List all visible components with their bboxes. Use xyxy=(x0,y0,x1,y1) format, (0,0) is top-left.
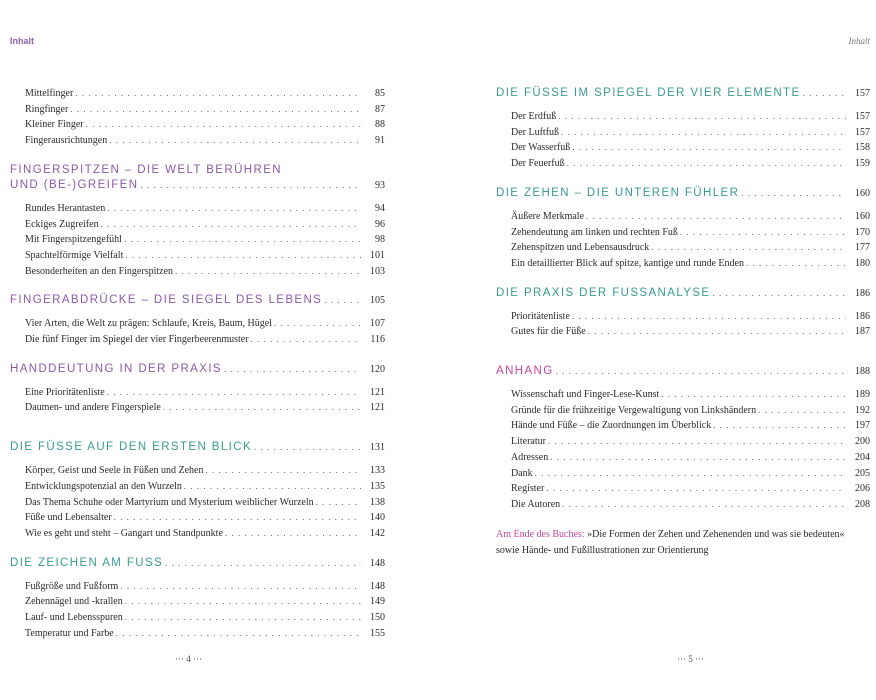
toc-entry-title: Ringfinger xyxy=(25,103,69,115)
toc-entry-title: Füße und Lebensalter xyxy=(25,512,112,524)
toc-entry-page: 170 xyxy=(855,226,870,238)
toc-entry-page: 148 xyxy=(370,580,385,592)
toc-entry-title: Mit Fingerspitzengefühl xyxy=(25,234,122,246)
leader-dots xyxy=(86,117,361,133)
toc-entry-page: 149 xyxy=(370,596,385,608)
section-page: 120 xyxy=(370,363,385,375)
toc-section-fingerspitzen xyxy=(10,163,385,280)
toc-entry[interactable] xyxy=(25,594,385,610)
toc-entry-title: Ein detaillierter Blick auf spitze, kantige und runde Enden xyxy=(511,257,744,269)
toc-entry[interactable] xyxy=(511,466,870,482)
leader-dots xyxy=(251,332,361,348)
leader-dots xyxy=(546,481,846,497)
toc-entry[interactable] xyxy=(25,400,385,416)
toc-entry-title: Das Thema Schuhe oder Martyrium und Mysterium weiblicher Wurzeln xyxy=(25,496,314,508)
page-number-left: ··· 4 ··· xyxy=(175,654,202,664)
leader-dots xyxy=(713,418,846,434)
toc-entry[interactable] xyxy=(25,510,385,526)
leader-dots xyxy=(125,248,361,264)
toc-entry-title: Daumen- und andere Fingerspiele xyxy=(25,402,161,414)
section-heading[interactable] xyxy=(10,293,385,308)
toc-entry[interactable] xyxy=(25,495,385,511)
leader-dots xyxy=(324,293,361,308)
section-heading-line2: UND (BE-)GREIFEN xyxy=(10,178,139,191)
leader-dots xyxy=(114,510,361,526)
section-title: DIE ZEICHEN AM FUSS xyxy=(10,556,164,569)
leader-dots xyxy=(586,209,846,225)
toc-entry[interactable] xyxy=(511,209,870,225)
leader-dots xyxy=(75,86,361,102)
leader-dots xyxy=(316,495,361,511)
note-text: »Die Formen der Zehen und Zehenenden und was sie bedeuten« sowie Hände- und Fußillustrationen zur Orientierung xyxy=(496,528,845,556)
leader-dots xyxy=(746,256,846,272)
toc-entry-page: 189 xyxy=(855,389,870,401)
toc-entry-page: 200 xyxy=(855,436,870,448)
leader-dots xyxy=(572,140,846,156)
toc-section-handdeutung xyxy=(10,362,385,416)
leader-dots xyxy=(224,362,361,377)
toc-entry-page: 155 xyxy=(370,627,385,639)
leader-dots xyxy=(558,109,846,125)
toc-entry-title: Gründe für die frühzeitige Vergewaltigung von Linkshändern xyxy=(511,404,757,416)
leader-dots xyxy=(163,400,361,416)
section-title: DIE FÜSSE AUF DEN ERSTEN BLICK xyxy=(10,441,253,454)
toc-entry-page: 204 xyxy=(855,451,870,463)
toc-entry[interactable] xyxy=(25,385,385,401)
leader-dots xyxy=(548,434,846,450)
toc-entry[interactable] xyxy=(25,316,385,332)
toc-entry-page: 205 xyxy=(855,467,870,479)
section-heading[interactable] xyxy=(496,186,870,201)
toc-section-zeichen-am-fuss xyxy=(10,556,385,642)
toc-entry-title: Die Autoren xyxy=(511,498,561,510)
section-heading[interactable] xyxy=(496,364,870,379)
toc-left-column xyxy=(10,86,385,655)
leader-dots xyxy=(680,225,846,241)
section-heading[interactable] xyxy=(10,362,385,377)
toc-entry-page: 103 xyxy=(370,265,385,277)
toc-entry[interactable] xyxy=(511,156,870,172)
toc-entry-page: 206 xyxy=(855,483,870,495)
toc-entry-title: Wie es geht und steht – Gangart und Standpunkte xyxy=(25,527,223,539)
toc-section-anhang xyxy=(496,364,870,513)
toc-entry-title: Hände und Füße – die Zuordnungen im Überblick xyxy=(511,420,712,432)
section-title: DIE ZEHEN – DIE UNTEREN FÜHLER xyxy=(496,186,740,199)
toc-entry-title: Eckiges Zugreifen xyxy=(25,218,99,230)
toc-entry-page: 150 xyxy=(370,612,385,624)
toc-section-fussanalyse xyxy=(496,286,870,340)
toc-entry-page: 197 xyxy=(855,420,870,432)
toc-entry-page: 160 xyxy=(855,210,870,222)
toc-entry[interactable] xyxy=(511,387,870,403)
toc-entry-page: 138 xyxy=(370,496,385,508)
toc-entry-page: 180 xyxy=(855,257,870,269)
leader-dots xyxy=(184,479,361,495)
running-head-right: Inhalt xyxy=(848,36,870,46)
section-page: 148 xyxy=(370,557,385,569)
toc-entry-page: 85 xyxy=(375,88,385,99)
leader-dots xyxy=(572,309,846,325)
toc-entry[interactable] xyxy=(25,86,385,102)
leader-dots xyxy=(140,178,361,193)
toc-entry[interactable] xyxy=(511,324,870,340)
toc-entry-page: 186 xyxy=(855,310,870,322)
toc-section-fuesse-erster-blick xyxy=(10,440,385,542)
end-of-book-note xyxy=(496,527,856,559)
section-title: FINGERABDRÜCKE – DIE SIEGEL DES LEBENS xyxy=(10,294,323,307)
section-page: 93 xyxy=(375,179,385,191)
page-number-right: ··· 5 ··· xyxy=(677,654,704,664)
toc-entry[interactable] xyxy=(511,403,870,419)
toc-entry[interactable] xyxy=(25,463,385,479)
leader-dots xyxy=(803,86,846,101)
section-title: ANHANG xyxy=(496,365,554,378)
section-page: 157 xyxy=(855,88,870,99)
toc-entry-title: Körper, Geist und Seele in Füßen und Zehen xyxy=(25,465,204,477)
toc-entry[interactable] xyxy=(511,140,870,156)
toc-entry-page: 177 xyxy=(855,242,870,254)
toc-entry-title: Vier Arten, die Welt zu prägen: Schlaufe, Kreis, Baum, Hügel xyxy=(25,318,272,330)
section-page: 186 xyxy=(855,287,870,299)
toc-entry-title: Adressen xyxy=(511,451,549,463)
leader-dots xyxy=(107,385,361,401)
toc-entry-page: 88 xyxy=(375,119,385,131)
leader-dots xyxy=(661,387,846,403)
toc-entry[interactable] xyxy=(511,125,870,141)
toc-entry-page: 157 xyxy=(855,126,870,138)
toc-entry-title: Spachtelförmige Vielfalt xyxy=(25,249,124,261)
toc-entry-title: Äußere Merkmale xyxy=(511,210,585,222)
leader-dots xyxy=(758,403,846,419)
leader-dots xyxy=(205,463,361,479)
toc-entry[interactable] xyxy=(511,418,870,434)
section-page: 105 xyxy=(370,295,385,307)
toc-entry-title: Lauf- und Lebensspuren xyxy=(25,612,123,624)
toc-entry-title: Der Wasserfuß xyxy=(511,142,571,154)
toc-entry[interactable] xyxy=(25,526,385,542)
section-title: DIE PRAXIS DER FUSSANALYSE xyxy=(496,286,711,299)
toc-entry-page: 140 xyxy=(370,512,385,524)
toc-entry[interactable] xyxy=(511,256,870,272)
toc-section-continued xyxy=(10,86,385,149)
toc-entry[interactable] xyxy=(25,102,385,118)
toc-entry[interactable] xyxy=(25,201,385,217)
section-title: HANDDEUTUNG IN DER PRAXIS xyxy=(10,362,222,375)
leader-dots xyxy=(562,497,846,513)
section-page: 160 xyxy=(855,187,870,199)
toc-entry-title: Besonderheiten an den Fingerspitzen xyxy=(25,265,174,277)
toc-entry-title: Register xyxy=(511,483,545,495)
leader-dots xyxy=(567,156,846,172)
toc-entry-title: Eine Prioritätenliste xyxy=(25,386,105,398)
note-label: Am Ende des Buches: xyxy=(496,528,585,540)
leader-dots xyxy=(70,102,361,118)
leader-dots xyxy=(109,133,361,149)
leader-dots xyxy=(124,232,361,248)
section-page: 188 xyxy=(855,366,870,378)
leader-dots xyxy=(165,556,361,571)
leader-dots xyxy=(741,186,846,201)
leader-dots xyxy=(125,594,361,610)
toc-entry-title: Mittelfinger xyxy=(25,88,74,99)
toc-entry-page: 192 xyxy=(855,404,870,416)
toc-entry[interactable] xyxy=(25,264,385,280)
toc-entry-title: Literatur xyxy=(511,436,546,448)
toc-entry-page: 133 xyxy=(370,465,385,477)
section-title: DIE FÜSSE IM SPIEGEL DER VIER ELEMENTE xyxy=(496,87,801,99)
toc-entry[interactable] xyxy=(25,579,385,595)
toc-entry-page: 101 xyxy=(370,249,385,261)
toc-entry-title: Entwicklungspotenzial an den Wurzeln xyxy=(25,480,182,492)
toc-entry-title: Gutes für die Füße xyxy=(511,326,586,338)
toc-entry[interactable] xyxy=(25,232,385,248)
toc-entry[interactable] xyxy=(25,217,385,233)
toc-entry[interactable] xyxy=(25,117,385,133)
toc-entry-title: Kleiner Finger xyxy=(25,119,84,131)
leader-dots xyxy=(120,579,361,595)
toc-entry-page: 94 xyxy=(375,202,385,214)
toc-entry-page: 187 xyxy=(855,326,870,338)
section-heading[interactable] xyxy=(496,286,870,301)
toc-entry-title: Wissenschaft und Finger-Lese-Kunst xyxy=(511,389,660,401)
leader-dots xyxy=(125,610,361,626)
leader-dots xyxy=(713,286,847,301)
toc-entry-title: Prioritätenliste xyxy=(511,310,570,322)
toc-entry-title: Der Erdfuß xyxy=(511,111,557,122)
leader-dots xyxy=(561,125,846,141)
toc-entry-title: Zehennägel und -krallen xyxy=(25,596,123,608)
toc-entry-page: 159 xyxy=(855,158,870,170)
section-page: 131 xyxy=(370,442,385,454)
toc-entry[interactable] xyxy=(25,610,385,626)
leader-dots xyxy=(225,526,361,542)
toc-entry[interactable] xyxy=(511,225,870,241)
toc-entry[interactable] xyxy=(25,133,385,149)
toc-right-column xyxy=(496,86,870,559)
toc-entry-page: 208 xyxy=(855,498,870,510)
toc-entry-page: 107 xyxy=(370,318,385,330)
toc-section-zehen xyxy=(496,186,870,272)
toc-entry[interactable] xyxy=(511,240,870,256)
toc-entry-title: Zehenspitzen und Lebensausdruck xyxy=(511,242,650,254)
toc-section-fingerabdruecke xyxy=(10,293,385,347)
toc-entry-page: 98 xyxy=(375,234,385,246)
toc-entry[interactable] xyxy=(511,450,870,466)
toc-entry-title: Rundes Herantasten xyxy=(25,202,106,214)
toc-entry-page: 121 xyxy=(370,386,385,398)
leader-dots xyxy=(116,626,361,642)
toc-entry-title: Zehendeutung am linken und rechten Fuß xyxy=(511,226,678,238)
section-heading[interactable] xyxy=(496,86,870,101)
leader-dots xyxy=(588,324,846,340)
leader-dots xyxy=(535,466,846,482)
leader-dots xyxy=(254,440,361,455)
toc-entry[interactable] xyxy=(25,332,385,348)
toc-entry-page: 135 xyxy=(370,480,385,492)
toc-entry[interactable] xyxy=(511,434,870,450)
running-head-left: Inhalt xyxy=(10,36,34,46)
toc-entry-page: 87 xyxy=(375,103,385,115)
toc-entry[interactable] xyxy=(25,479,385,495)
section-heading[interactable] xyxy=(10,556,385,571)
section-heading[interactable] xyxy=(10,440,385,455)
toc-entry-page: 157 xyxy=(855,111,870,122)
leader-dots xyxy=(651,240,846,256)
leader-dots xyxy=(101,217,361,233)
leader-dots xyxy=(556,364,846,379)
toc-entry[interactable] xyxy=(511,309,870,325)
toc-entry-title: Fingerausrichtungen xyxy=(25,135,108,147)
toc-entry[interactable] xyxy=(511,497,870,513)
toc-entry-page: 142 xyxy=(370,527,385,539)
toc-entry-title: Der Feuerfuß xyxy=(511,158,565,170)
toc-entry-page: 158 xyxy=(855,142,870,154)
section-heading-line1: FINGERSPITZEN – DIE WELT BERÜHREN xyxy=(10,163,282,176)
toc-entry[interactable] xyxy=(25,248,385,264)
leader-dots xyxy=(274,316,361,332)
toc-entry-title: Der Luftfuß xyxy=(511,126,560,138)
toc-entry[interactable] xyxy=(511,109,870,125)
toc-entry-page: 121 xyxy=(370,402,385,414)
toc-entry-page: 96 xyxy=(375,218,385,230)
toc-entry-page: 91 xyxy=(375,135,385,147)
toc-entry[interactable] xyxy=(511,481,870,497)
section-heading[interactable] xyxy=(10,163,385,193)
toc-section-vier-elemente xyxy=(496,86,870,172)
toc-entry-title: Die fünf Finger im Spiegel der vier Fingerbeerenmuster xyxy=(25,334,249,346)
leader-dots xyxy=(107,201,361,217)
toc-entry-page: 116 xyxy=(370,334,385,346)
leader-dots xyxy=(175,264,361,280)
toc-entry[interactable] xyxy=(25,626,385,642)
leader-dots xyxy=(550,450,846,466)
toc-entry-title: Fußgröße und Fußform xyxy=(25,580,119,592)
toc-entry-title: Temperatur und Farbe xyxy=(25,627,114,639)
toc-entry-title: Dank xyxy=(511,467,533,479)
